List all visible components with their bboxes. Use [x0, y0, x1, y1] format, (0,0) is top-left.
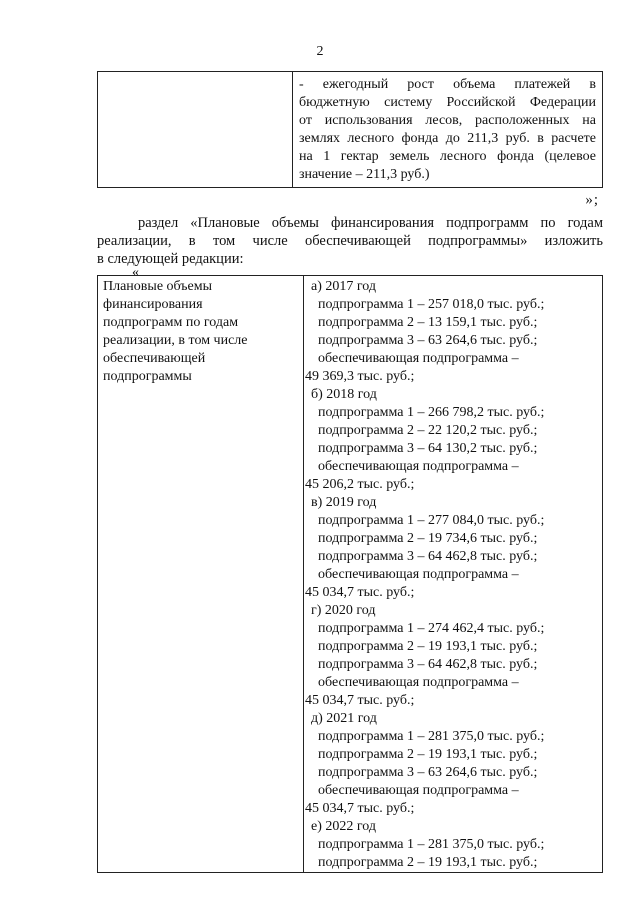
funding-line: подпрограмма 3 – 64 462,8 тыс. руб.; — [318, 657, 538, 672]
funding-line: подпрограмма 2 – 13 159,1 тыс. руб.; — [318, 315, 538, 330]
funding-line: подпрограмма 3 – 63 264,6 тыс. руб.; — [318, 333, 538, 348]
funding-label-line: подпрограммы — [103, 369, 192, 384]
funding-line: обеспечивающая подпрограмма – — [318, 459, 519, 474]
year-heading: д) 2021 год — [311, 711, 377, 726]
funding-line: обеспечивающая подпрограмма – — [318, 351, 519, 366]
funding-line: подпрограмма 2 – 19 193,1 тыс. руб.; — [318, 639, 538, 654]
funding-label-cell — [98, 276, 304, 873]
body-paragraph-line: раздел «Плановые объемы финансирования подпрограмм по годам — [138, 215, 603, 231]
indicator-line: - ежегодный рост объема платежей в — [299, 77, 596, 92]
funding-line: подпрограмма 1 – 266 798,2 тыс. руб.; — [318, 405, 545, 420]
funding-line: обеспечивающая подпрограмма – — [318, 675, 519, 690]
funding-line: 49 369,3 тыс. руб.; — [305, 369, 415, 384]
funding-line: 45 034,7 тыс. руб.; — [305, 693, 415, 708]
year-heading: г) 2020 год — [311, 603, 376, 618]
page-number: 2 — [316, 44, 324, 59]
funding-line: подпрограмма 3 – 63 264,6 тыс. руб.; — [318, 765, 538, 780]
funding-line: подпрограмма 1 – 281 375,0 тыс. руб.; — [318, 729, 545, 744]
funding-line: подпрограмма 3 – 64 130,2 тыс. руб.; — [318, 441, 538, 456]
body-paragraph-line: реализации, в том числе обеспечивающей подпрограммы» изложить — [97, 233, 603, 249]
previous-section-table — [97, 71, 603, 188]
funding-table — [97, 275, 603, 873]
funding-line: подпрограмма 3 – 64 462,8 тыс. руб.; — [318, 549, 538, 564]
funding-line: подпрограмма 2 – 19 193,1 тыс. руб.; — [318, 747, 538, 762]
funding-line: 45 034,7 тыс. руб.; — [305, 585, 415, 600]
funding-line: подпрограмма 1 – 257 018,0 тыс. руб.; — [318, 297, 545, 312]
funding-line: подпрограмма 2 – 19 734,6 тыс. руб.; — [318, 531, 538, 546]
funding-label-line: подпрограмм по годам — [103, 315, 239, 330]
indicator-line: на 1 гектар земель лесного фонда (целевое — [299, 149, 596, 164]
previous-section-label-cell — [98, 72, 293, 188]
closing-quote: »; — [585, 192, 599, 208]
funding-label-line: реализации, в том числе — [103, 333, 248, 348]
indicator-line: значение – 211,3 руб.) — [299, 167, 430, 182]
year-heading: а) 2017 год — [311, 279, 376, 294]
funding-line: подпрограмма 1 – 277 084,0 тыс. руб.; — [318, 513, 545, 528]
funding-label-line: обеспечивающей — [103, 351, 206, 366]
indicator-line: землях лесного фонда до 211,3 руб. в расчете — [299, 131, 596, 146]
opening-quote: « — [132, 265, 139, 280]
funding-line: подпрограмма 2 – 19 193,1 тыс. руб.; — [318, 855, 538, 870]
year-heading: е) 2022 год — [311, 819, 376, 834]
indicator-line: бюджетную систему Российской Федерации — [299, 95, 596, 110]
funding-label-line: финансирования — [103, 297, 203, 312]
funding-line: 45 034,7 тыс. руб.; — [305, 801, 415, 816]
funding-line: подпрограмма 2 – 22 120,2 тыс. руб.; — [318, 423, 538, 438]
funding-label-line: Плановые объемы — [103, 279, 213, 294]
year-heading: в) 2019 год — [311, 495, 377, 510]
indicator-line: от использования лесов, расположенных на — [299, 113, 596, 128]
funding-values-cell — [304, 276, 603, 873]
funding-line: обеспечивающая подпрограмма – — [318, 567, 519, 582]
funding-line: подпрограмма 1 – 274 462,4 тыс. руб.; — [318, 621, 545, 636]
year-heading: б) 2018 год — [311, 387, 377, 402]
funding-line: 45 206,2 тыс. руб.; — [305, 477, 415, 492]
funding-line: обеспечивающая подпрограмма – — [318, 783, 519, 798]
funding-line: подпрограмма 1 – 281 375,0 тыс. руб.; — [318, 837, 545, 852]
previous-section-text-cell — [293, 72, 603, 188]
body-paragraph-line: в следующей редакции: — [97, 251, 244, 267]
